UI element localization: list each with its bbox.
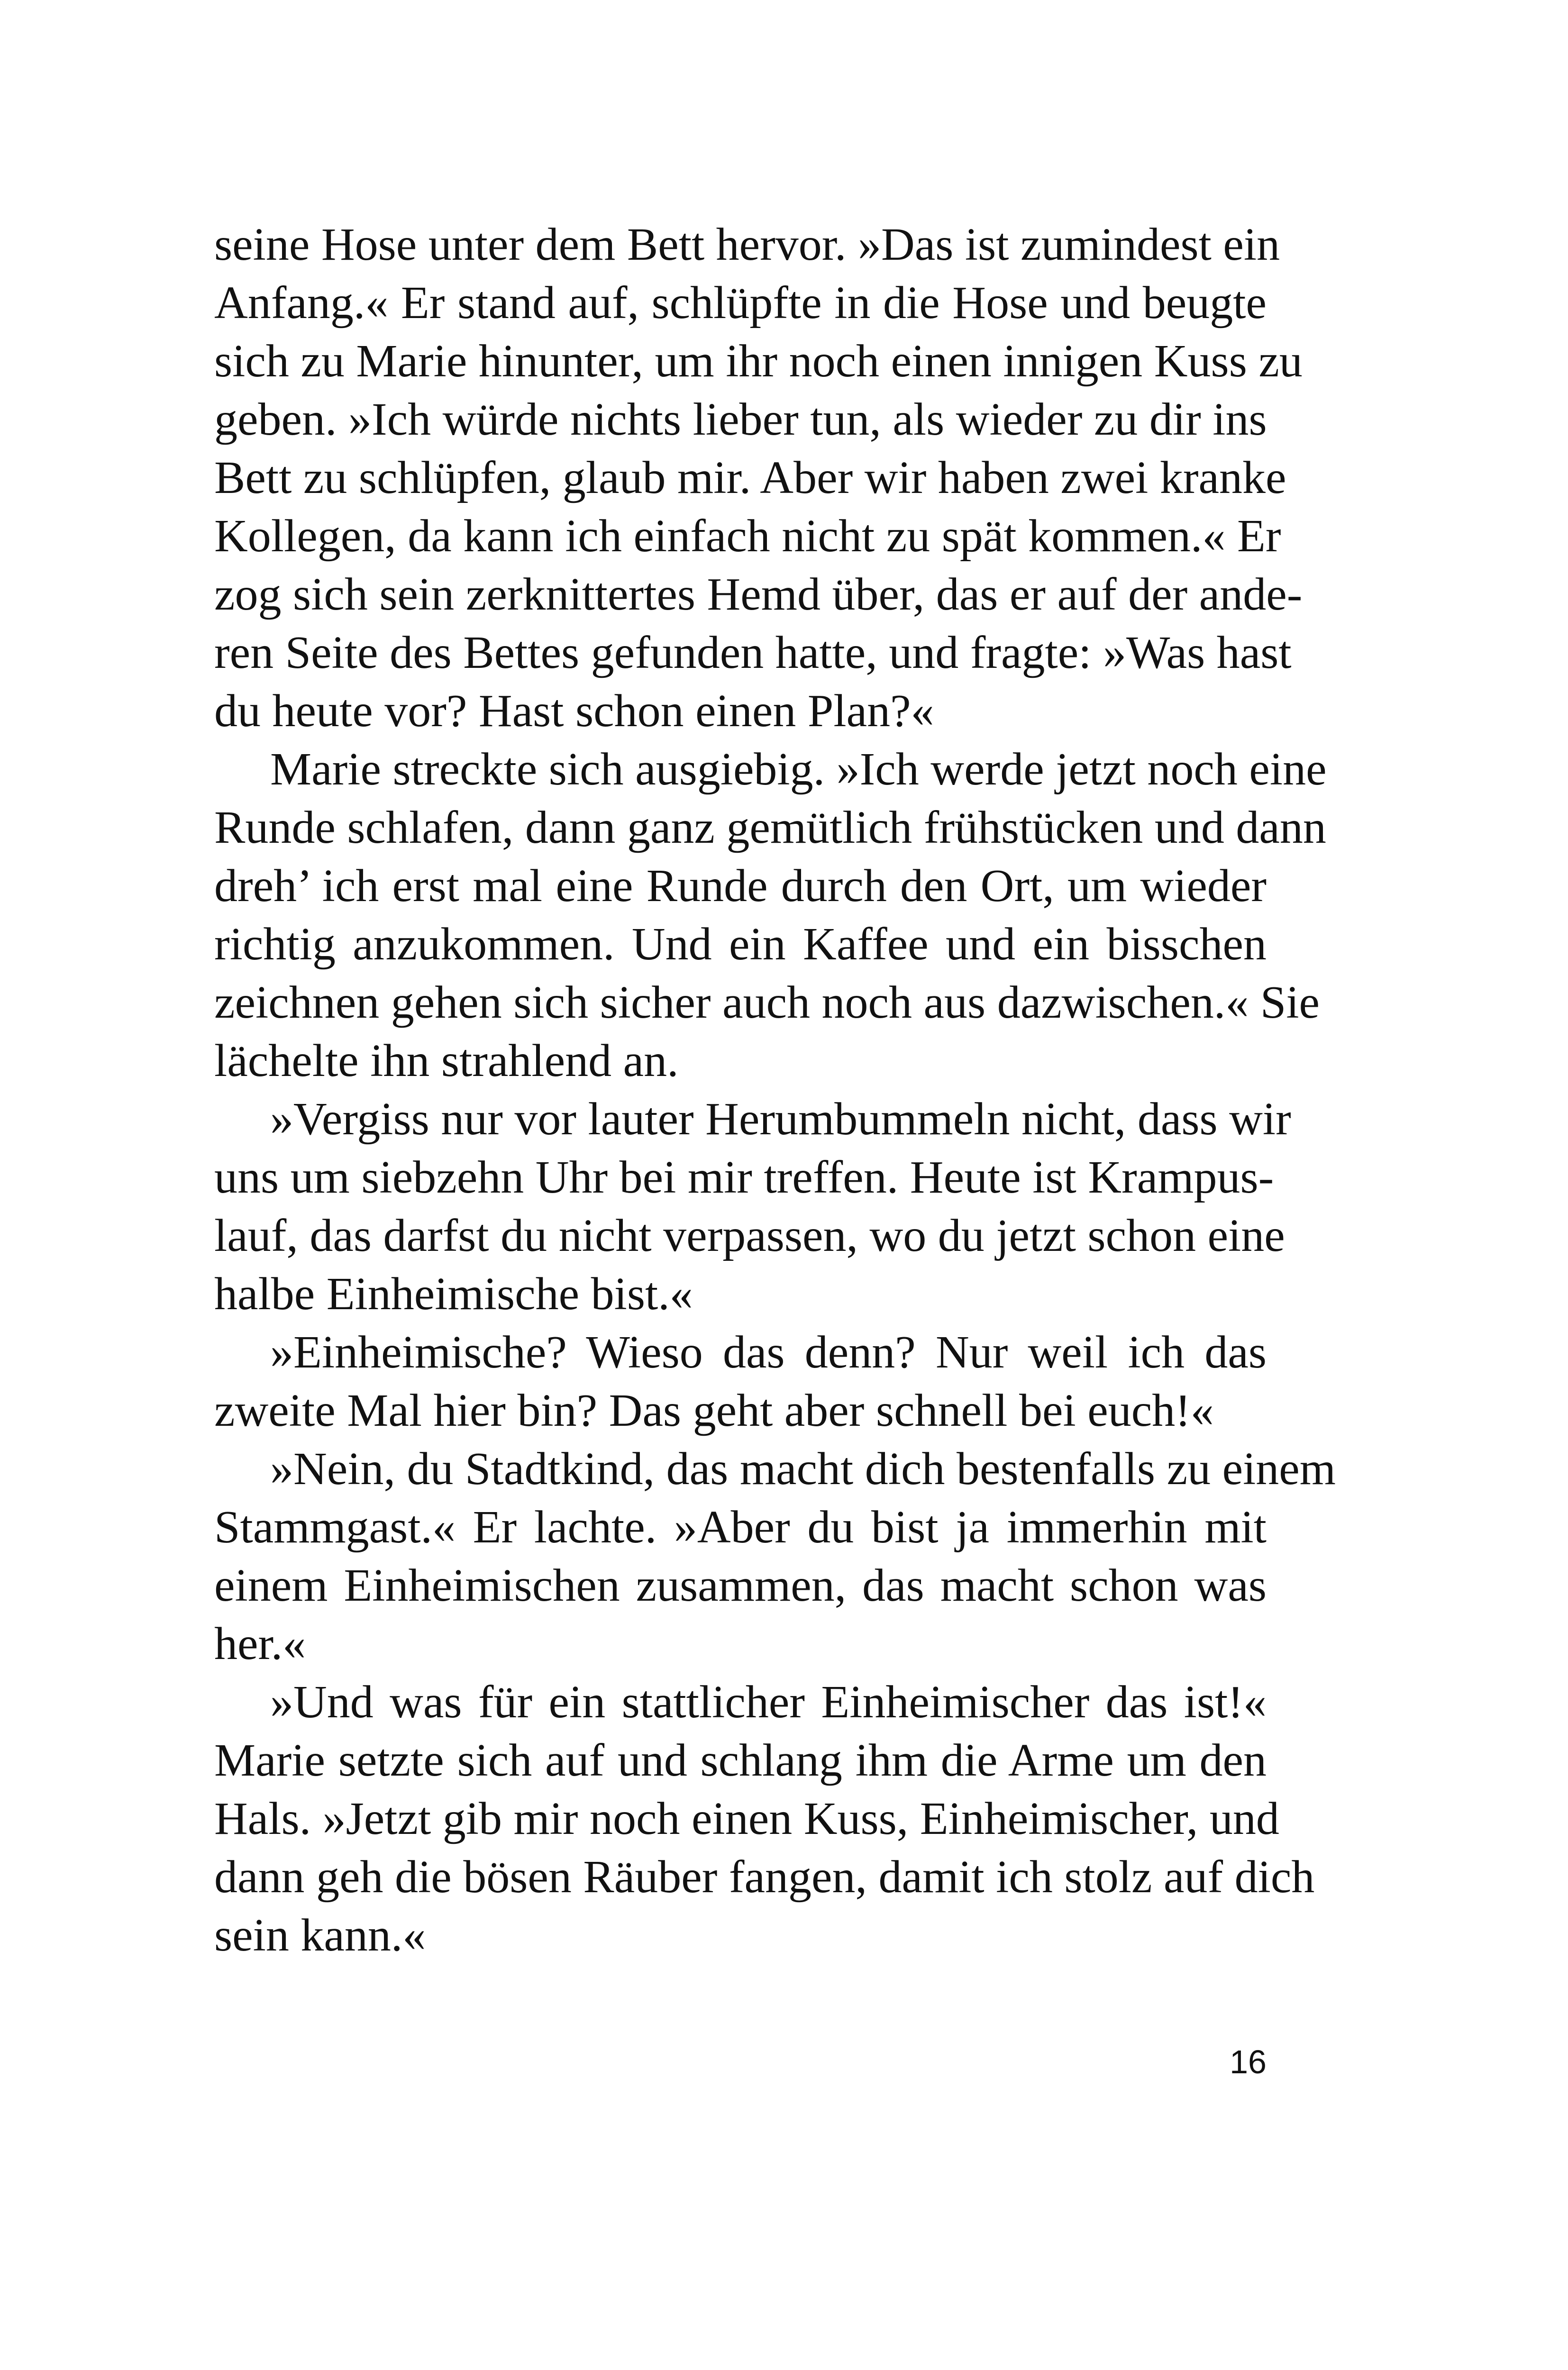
body-text (214, 216, 1336, 1965)
text-line: dreh’ ich erst mal eine Runde durch den Ort, um wieder (214, 860, 1267, 912)
text-line: her.« (214, 1618, 306, 1669)
text-line: geben. »Ich würde nichts lieber tun, als wieder zu dir ins (214, 394, 1267, 445)
text-line: Kollegen, da kann ich einfach nicht zu spät kommen.« Er (214, 510, 1281, 562)
text-line: zog sich sein zerknittertes Hemd über, das er auf der ande- (214, 569, 1303, 620)
paragraph (214, 740, 1327, 1090)
text-line: Marie streckte sich ausgiebig. »Ich werde jetzt noch eine (270, 744, 1327, 795)
text-line: Runde schlafen, dann ganz gemütlich frühstücken und dann (214, 802, 1326, 853)
paragraph (214, 1440, 1336, 1673)
text-line: zeichnen gehen sich sicher auch noch aus dazwischen.« Sie (214, 977, 1320, 1028)
paragraph (214, 1673, 1315, 1965)
text-line: Bett zu schlüpfen, glaub mir. Aber wir haben zwei kranke (214, 452, 1286, 503)
text-line: zweite Mal hier bin? Das geht aber schnell bei euch!« (214, 1385, 1214, 1436)
text-line: richtig anzukommen. Und ein Kaffee und ein bisschen (214, 919, 1267, 970)
text-line: sich zu Marie hinunter, um ihr noch einen innigen Kuss zu (214, 336, 1303, 387)
text-line: Stammgast.« Er lachte. »Aber du bist ja immerhin mit (214, 1502, 1267, 1553)
text-line: einem Einheimischen zusammen, das macht schon was (214, 1560, 1267, 1611)
text-line: »Und was für ein stattlicher Einheimischer das ist!« (270, 1677, 1267, 1728)
paragraph (214, 216, 1303, 740)
text-line: lächelte ihn strahlend an. (214, 1035, 679, 1086)
text-line: Hals. »Jetzt gib mir noch einen Kuss, Einheimischer, und (214, 1793, 1279, 1844)
text-line: uns um siebzehn Uhr bei mir treffen. Heute ist Krampus- (214, 1152, 1274, 1203)
text-line: »Vergiss nur vor lauter Herumbummeln nicht, dass wir (270, 1094, 1291, 1145)
text-line: du heute vor? Hast schon einen Plan?« (214, 685, 934, 737)
text-line: »Einheimische? Wieso das denn? Nur weil ich das (270, 1327, 1267, 1378)
text-line: Marie setzte sich auf und schlang ihm die Arme um den (214, 1735, 1267, 1786)
text-line: lauf, das darfst du nicht verpassen, wo du jetzt schon eine (214, 1210, 1285, 1261)
text-line: sein kann.« (214, 1910, 426, 1961)
text-line: »Nein, du Stadtkind, das macht dich bestenfalls zu einem (270, 1443, 1336, 1495)
text-line: Anfang.« Er stand auf, schlüpfte in die Hose und beugte (214, 277, 1267, 328)
paragraph (214, 1090, 1291, 1323)
text-line: halbe Einheimische bist.« (214, 1268, 693, 1320)
text-line: dann geh die bösen Räuber fangen, damit ich stolz auf dich (214, 1851, 1315, 1903)
paragraph (214, 1323, 1267, 1440)
page-number: 16 (1230, 2043, 1267, 2080)
text-line: ren Seite des Bettes gefunden hatte, und fragte: »Was hast (214, 627, 1292, 678)
text-line: seine Hose unter dem Bett hervor. »Das ist zumindest ein (214, 219, 1280, 270)
